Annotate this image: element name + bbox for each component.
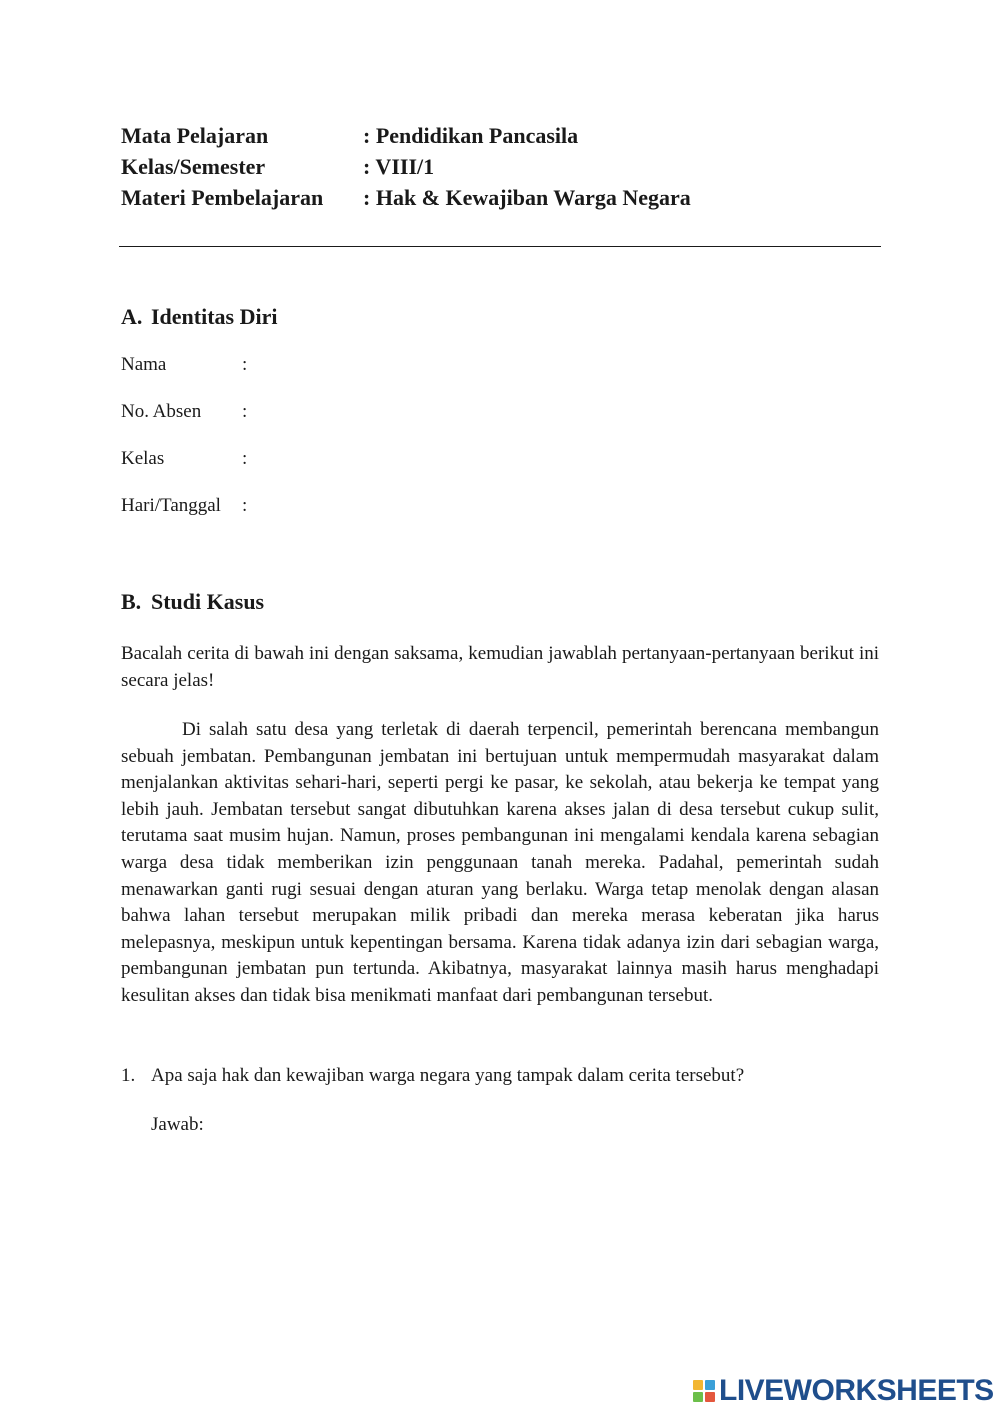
- logo-tile: [693, 1380, 703, 1390]
- section-b-title: [121, 591, 264, 613]
- section-title-text: Identitas Diri: [151, 304, 278, 329]
- logo-tiles-icon: [693, 1380, 715, 1402]
- question-number: 1.: [121, 1065, 136, 1086]
- field-separator: :: [242, 354, 248, 375]
- field-label: Hari/Tanggal: [121, 495, 221, 516]
- liveworksheets-logo: [693, 1374, 994, 1408]
- story-paragraph: Di salah satu desa yang terletak di daerah terpencil, pemerintah berencana membangun sebuah jembatan. Pembangunan jembatan ini bertujuan untuk mempermudah masyarakat dalam menjalankan aktivitas sehari-hari, seperti pergi ke pasar, ke sekolah, atau bekerja ke tempat yang lebih jauh. Jembatan tersebut sangat dibutuhkan karena akses jalan di desa tersebut cukup sulit, terutama saat musim hujan. Namun, proses pembangunan ini mengalami kendala karena sebagian warga desa tidak memberikan izin penggunaan tanah mereka. Padahal, pemerintah sudah menawarkan ganti rugi sesuai dengan aturan yang berlaku. Warga tetap menolak dengan alasan bahwa lahan tersebut merupakan milik pribadi dan mereka merasa keberatan jika harus melepasnya, meskipun untuk kepentingan bersama. Karena tidak adanya izin dari sebagian warga, pembangunan jembatan pun tertunda. Akibatnya, masyarakat lainnya masih harus menghadapi kesulitan akses dan tidak bisa menikmati manfaat dari pembangunan tersebut.: [121, 719, 879, 1006]
- section-title-text: Studi Kasus: [151, 589, 265, 614]
- identity-field-name[interactable]: [121, 355, 247, 374]
- header-label: Mata Pelajaran: [121, 123, 269, 148]
- field-separator: :: [242, 448, 248, 469]
- header-label: Materi Pembelajaran: [121, 185, 324, 210]
- identity-field-absen[interactable]: [121, 402, 247, 421]
- question-1: [121, 1066, 744, 1085]
- identity-field-kelas[interactable]: [121, 449, 247, 468]
- header-row-subject: [121, 125, 578, 147]
- field-label: Nama: [121, 354, 167, 375]
- answer-field-1[interactable]: Jawab:: [151, 1114, 204, 1135]
- logo-tile: [693, 1392, 703, 1402]
- section-letter: A.: [121, 304, 143, 329]
- logo-tile: [705, 1380, 715, 1390]
- section-letter: B.: [121, 589, 142, 614]
- section-a-title: [121, 306, 278, 328]
- logo-tile: [705, 1392, 715, 1402]
- field-label: No. Absen: [121, 401, 202, 422]
- question-text: Apa saja hak dan kewajiban warga negara yang tampak dalam cerita tersebut?: [151, 1065, 745, 1086]
- field-separator: :: [242, 495, 248, 516]
- field-label: Kelas: [121, 448, 165, 469]
- header-divider: [119, 246, 881, 247]
- header-value: : VIII/1: [363, 154, 435, 179]
- header-value: : Pendidikan Pancasila: [363, 123, 579, 148]
- header-value: : Hak & Kewajiban Warga Negara: [363, 185, 691, 210]
- field-separator: :: [242, 401, 248, 422]
- instruction-text: Bacalah cerita di bawah ini dengan saksama, kemudian jawablah pertanyaan-pertanyaan berikut ini secara jelas!: [121, 643, 879, 691]
- header-label: Kelas/Semester: [121, 154, 266, 179]
- identity-field-date[interactable]: [121, 496, 247, 515]
- header-row-topic: [121, 187, 691, 209]
- logo-text: LIVEWORKSHEETS: [719, 1374, 994, 1407]
- header-row-class: [121, 156, 434, 178]
